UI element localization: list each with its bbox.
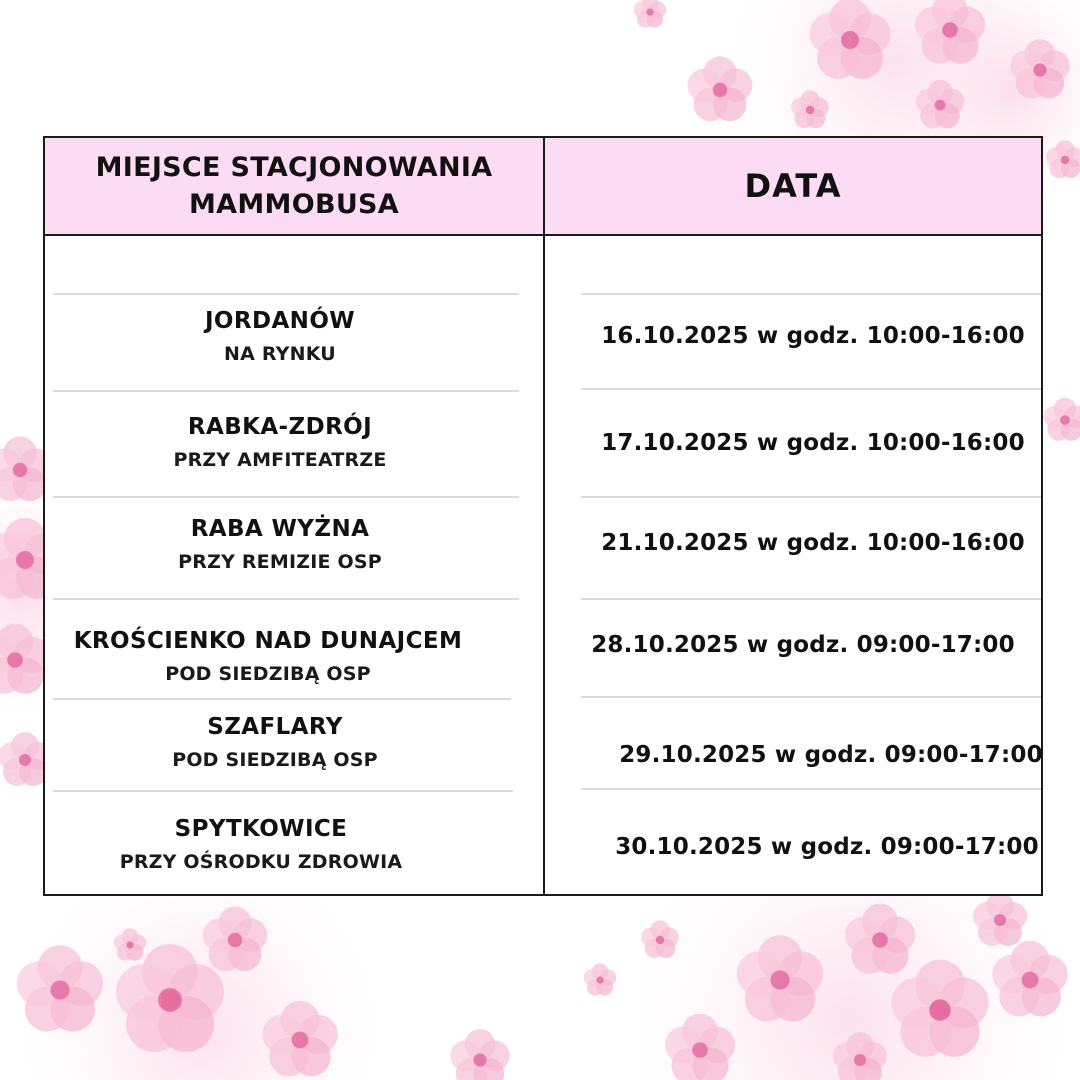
row-separator (53, 293, 519, 295)
row-separator (581, 788, 1041, 790)
place-detail: NA RYNKU (224, 343, 336, 365)
row-separator (581, 598, 1041, 600)
table-row-location (45, 624, 491, 690)
place-name: RABKA-ZDRÓJ (187, 414, 373, 440)
place-name: SZAFLARY (207, 714, 343, 740)
location-header-line-2: MAMMOBUSA (189, 189, 399, 220)
table-row-date: 29.10.2025 w godz. 09:00-17:00 (619, 742, 1043, 768)
row-separator (53, 496, 519, 498)
schedule-table (43, 136, 1043, 896)
table-row-location (45, 410, 515, 476)
row-separator (581, 388, 1041, 390)
location-header-line-1: MIEJSCE STACJONOWANIA (95, 152, 493, 183)
table-row-date: 16.10.2025 w godz. 10:00-16:00 (601, 323, 1025, 349)
place-detail: POD SIEDZIBĄ OSP (165, 663, 371, 685)
table-row-date: 21.10.2025 w godz. 10:00-16:00 (601, 530, 1025, 556)
place-detail: PRZY OŚRODKU ZDROWIA (119, 851, 403, 873)
place-name: SPYTKOWICE (174, 816, 348, 842)
table-row-location (45, 812, 477, 878)
place-name: JORDANÓW (204, 308, 356, 334)
location-column-header (45, 138, 543, 234)
row-separator (53, 598, 519, 600)
table-row-location (45, 710, 505, 776)
place-detail: POD SIEDZIBĄ OSP (172, 749, 378, 771)
table-row-date: 17.10.2025 w godz. 10:00-16:00 (601, 430, 1025, 456)
row-separator (581, 496, 1041, 498)
place-detail: PRZY AMFITEATRZE (173, 449, 387, 471)
row-separator (53, 390, 519, 392)
row-separator (53, 790, 513, 792)
column-divider (543, 138, 545, 894)
row-separator (581, 696, 1041, 698)
place-name: KROŚCIENKO NAD DUNAJCEM (73, 628, 463, 654)
row-separator (53, 698, 511, 700)
table-row-location (45, 512, 515, 578)
date-column-header: DATA (744, 167, 842, 205)
table-row-location (45, 304, 515, 370)
table-row-date: 30.10.2025 w godz. 09:00-17:00 (615, 834, 1039, 860)
table-row-date: 28.10.2025 w godz. 09:00-17:00 (591, 632, 1015, 658)
place-detail: PRZY REMIZIE OSP (178, 551, 382, 573)
row-separator (581, 293, 1041, 295)
place-name: RABA WYŻNA (190, 516, 370, 542)
